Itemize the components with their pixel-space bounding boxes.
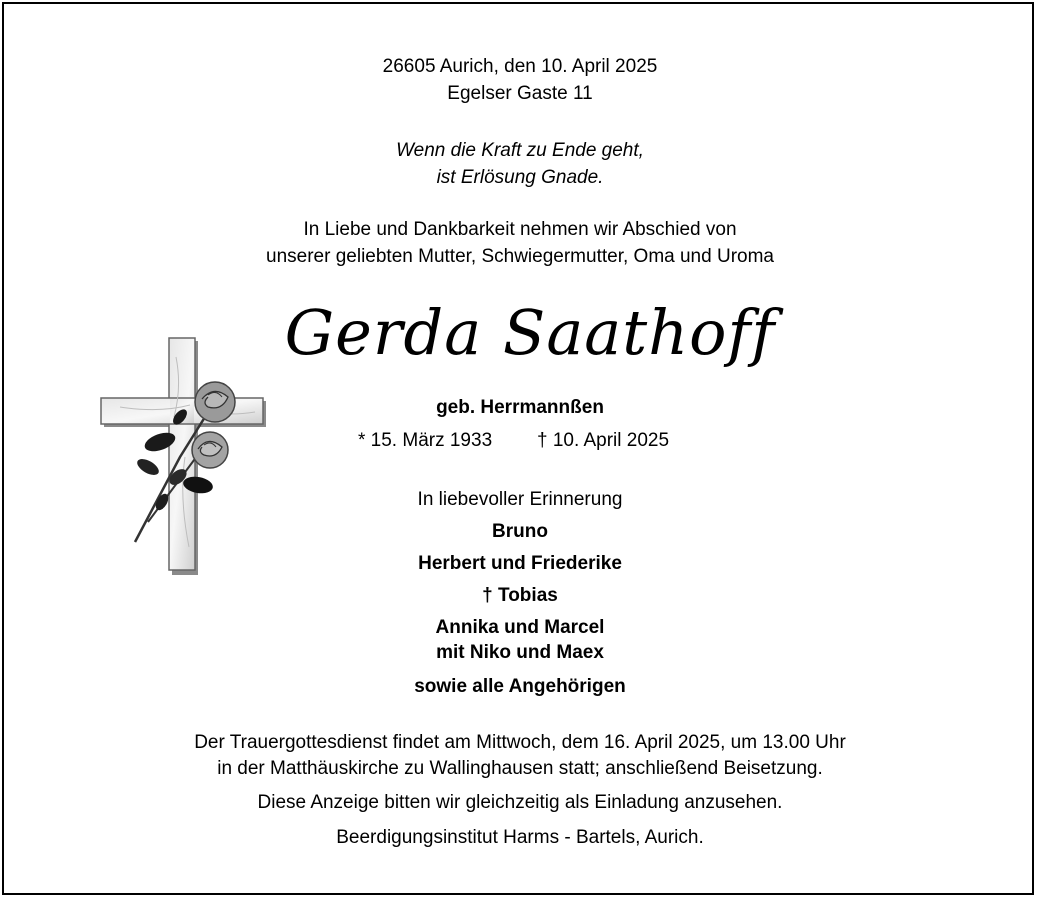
quote-line-1: Wenn die Kraft zu Ende geht, xyxy=(396,140,644,161)
mourner-name: mit Niko und Maex xyxy=(436,642,604,663)
service-line-2: in der Matthäuskirche zu Wallinghausen statt; anschließend Beisetzung. xyxy=(217,758,823,779)
street-address: Egelser Gaste 11 xyxy=(447,83,593,104)
undertaker: Beerdigungsinstitut Harms - Bartels, Aurich. xyxy=(336,827,704,848)
intro-line-2: unserer geliebten Mutter, Schwiegermutter, Oma und Uroma xyxy=(266,246,774,267)
invitation-note: Diese Anzeige bitten wir gleichzeitig als Einladung anzusehen. xyxy=(257,792,783,813)
service-line-1: Der Trauergottesdienst findet am Mittwoch, dem 16. April 2025, um 13.00 Uhr xyxy=(194,732,846,753)
quote-line-2: ist Erlösung Gnade. xyxy=(436,167,604,188)
place-date: 26605 Aurich, den 10. April 2025 xyxy=(382,56,658,77)
death-date: † 10. April 2025 xyxy=(537,430,670,451)
mourner-name: Bruno xyxy=(492,521,548,542)
deceased-name: Gerda Saathoff xyxy=(284,296,776,369)
birth-name: geb. Herrmannßen xyxy=(436,397,604,418)
intro-line-1: In Liebe und Dankbarkeit nehmen wir Abschied von xyxy=(303,219,737,240)
mourner-name: sowie alle Angehörigen xyxy=(414,676,626,697)
mourner-name: † Tobias xyxy=(482,585,558,606)
birth-date: * 15. März 1933 xyxy=(358,430,493,451)
mourner-name: Herbert und Friederike xyxy=(418,553,622,574)
mourners-intro: In liebevoller Erinnerung xyxy=(417,489,623,510)
mourner-name: Annika und Marcel xyxy=(435,617,605,638)
